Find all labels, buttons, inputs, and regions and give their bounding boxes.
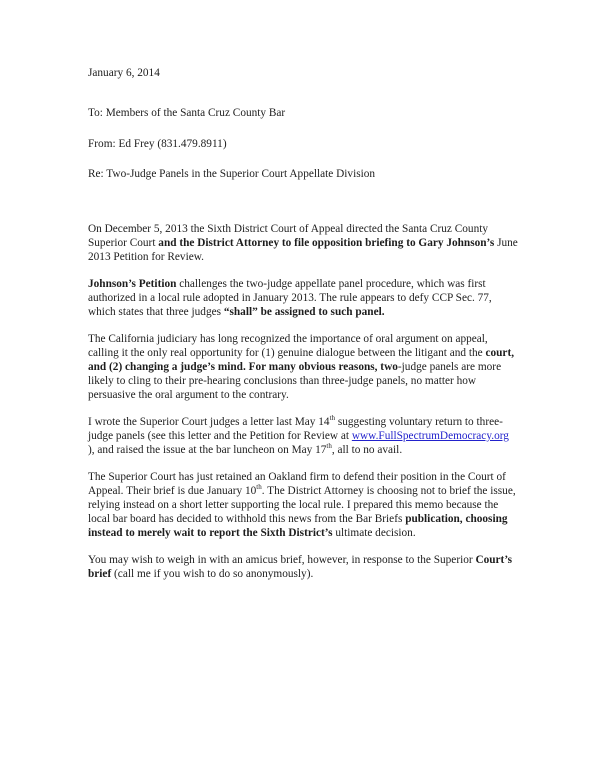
text-run: , all to no avail. [331,444,403,456]
text-run: ), and raised the issue at the bar luncheon on May 17 [88,444,327,456]
fullspectrumdemocracy-link[interactable]: www.FullSpectrumDemocracy.org [351,430,509,442]
text-run: ultimate decision. [335,527,416,539]
text-run: You may wish to weigh in with an amicus brief, however, in response to the Superior [88,554,476,566]
paragraph-6 [88,553,518,581]
paragraph-3 [88,332,518,402]
text-run-bold: Johnson’s Petition [88,278,180,290]
letter-re-line: Re: Two-Judge Panels in the Superior Court Appellate Division [88,168,376,180]
text-run: The California judiciary has long recognized the importance of oral argument on appeal, calling it the only real opportunity for (1) genuine dialogue between the litigant and the [88,333,488,359]
ordinal-superscript: th [326,442,332,451]
letter-date: January 6, 2014 [88,67,160,79]
letter-to-line: To: Members of the Santa Cruz County Bar [88,107,286,119]
text-run: suggesting voluntary return to three-judge panels (see this letter and the Petition for Review at [88,416,503,442]
paragraph-5 [88,470,518,540]
ordinal-superscript: th [256,483,262,492]
text-run-bold: and the District Attorney to file opposition briefing to Gary Johnson’s [158,237,498,249]
paragraph-1 [88,222,518,264]
text-run: June 2013 Petition for Review. [88,237,518,263]
text-run-bold: publication, choosing instead to merely wait to report the Sixth District’s [88,513,508,539]
text-run-bold: “shall” be assigned to such panel. [223,306,385,318]
text-run-bold: Court’s brief [88,554,513,580]
text-run: The Superior Court has just retained an Oakland firm to defend their position in the Court of Appeal. Their brief is due January 10 [88,471,506,497]
ordinal-superscript: th [329,414,336,423]
letter-header [88,66,518,181]
text-run: (call me if you wish to do so anonymously). [114,568,314,580]
text-run: -judge panels are more likely to cling to their pre-hearing conclusions than three-judge panels, no matter how persuasive the oral argument to the contrary. [88,361,502,401]
text-run: I wrote the Superior Court judges a letter last May 14 [88,416,330,428]
text-run: challenges the two-judge appellate panel procedure, which was first authorized in a local rule adopted in January 2013. The rule appears to defy CCP Sec. 77, which states that three judges [88,278,492,318]
letter-body [88,222,518,581]
paragraph-4 [88,415,518,457]
text-run: On December 5, 2013 the Sixth District Court of Appeal directed the Santa Cruz County Superior Court [88,223,489,249]
letter-from-line: From: Ed Frey (831.479.8911) [88,138,227,150]
text-run: . The District Attorney is choosing not to brief the issue, relying instead on a short letter supporting the local rule. I prepared this memo because the local bar board has decided to withhold this news from the Bar Briefs [88,485,516,525]
text-run-bold: court, and (2) changing a judge’s mind. For many obvious reasons, two [88,347,515,373]
paragraph-2 [88,277,518,319]
